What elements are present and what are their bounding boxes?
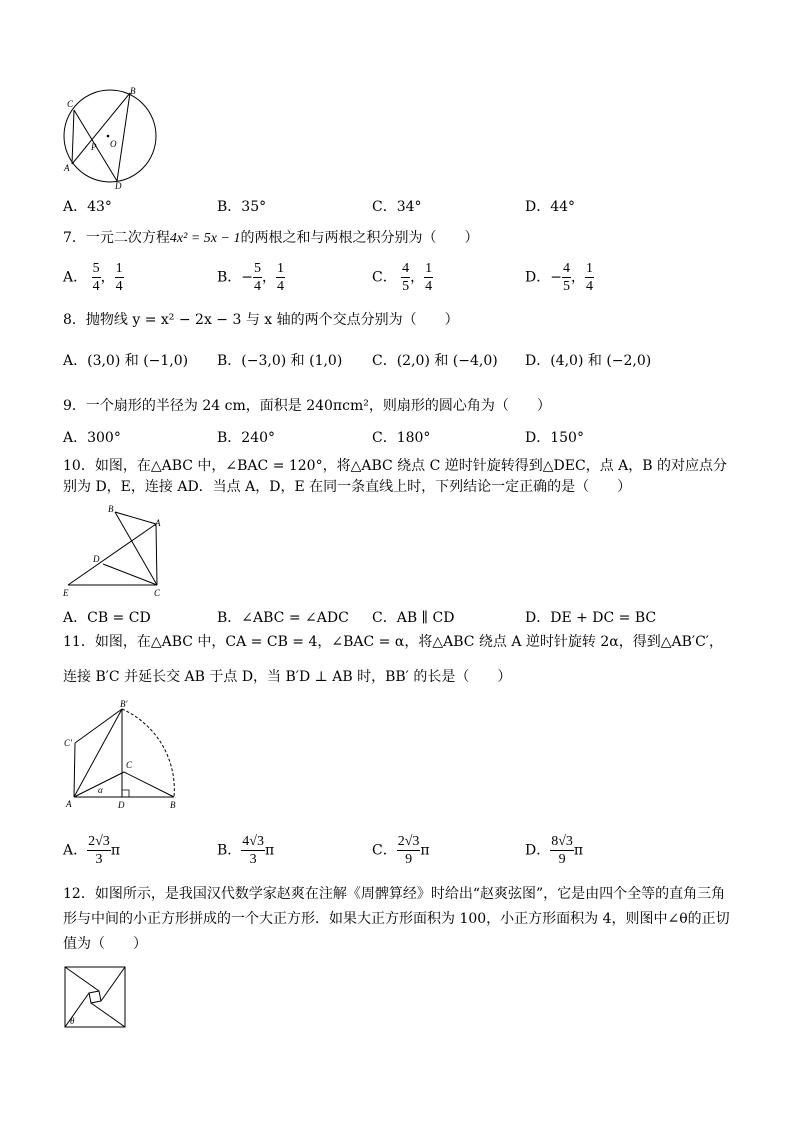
q10-stem-line1: 10．如图，在△ABC 中，∠BAC = 120°，将△ABC 绕点 C 逆时针旋转得到△DEC，点 A，B 的对应点分 [63,458,728,474]
q10-label-e: E [63,588,69,598]
q6-label-p: P [91,142,97,152]
q10-stem-line2: 别为 D，E，连接 AD．当点 A，D，E 在同一条直线上时，下列结论一定正确的是（ ） [63,479,632,495]
q6-option-a[interactable]: A．43° [63,199,112,215]
q10-option-d[interactable]: D．DE + DC = BC [525,610,657,626]
q8-option-b[interactable]: B．(−3,0) 和 (1,0) [217,353,343,369]
q10-option-c[interactable]: C．AB ∥ CD [372,610,455,626]
q6-label-b: B [130,86,136,96]
q10-label-b: B [108,504,114,514]
q8-option-c[interactable]: C．(2,0) 和 (−4,0) [372,353,498,369]
q9-option-b[interactable]: B．240° [217,430,276,446]
q7-option-b[interactable]: B．− $\frac{5}{4}$ ， $\frac{1}{4}$ [217,261,285,294]
q6-option-c[interactable]: C．34° [372,199,422,215]
q6-label-d: D [115,181,122,190]
q6-label-a: A [64,163,70,173]
q10-label-c: C [154,588,161,598]
q11-label-c-prime: C′ [64,738,72,748]
q7-option-d[interactable]: D．− $\frac{4}{5}$ ， $\frac{1}{4}$ [525,261,593,294]
q8-option-a[interactable]: A．(3,0) 和 (−1,0) [63,353,189,369]
q10-option-a[interactable]: A．CB = CD [63,610,151,626]
q10-label-d: D [93,554,100,564]
q9-option-a[interactable]: A．300° [63,430,121,446]
q11-stem-line2: 连接 B′C 并延长交 AB 于点 D，当 B′D ⊥ AB 时，BB′ 的长是（ ） [63,669,512,685]
q12-stem-line3: 值为（ ） [63,936,147,952]
q11-option-d[interactable]: D． $\frac{8√3}{9}$ π [525,834,584,867]
q11-rotation-figure [62,700,187,812]
q10-triangle-figure [60,500,170,600]
q6-label-c: C [67,99,74,109]
q11-label-d: D [118,800,125,810]
q6-option-d[interactable]: D．44° [525,199,576,215]
q11-option-a[interactable]: A． $\frac{2√3}{3}$ π [63,834,121,867]
q8-option-d[interactable]: D．(4,0) 和 (−2,0) [525,353,652,369]
q11-stem-line1: 11．如图，在△ABC 中，CA = CB = 4，∠BAC = α，将△ABC 绕点 A 逆时针旋转 2α，得到△AB′C′， [63,634,723,650]
q12-stem-line2: 形与中间的小正方形拼成的一个大正方形．如果大正方形面积为 100，小正方形面积为 4，则图中∠θ的正切 [63,911,730,927]
q10-option-b[interactable]: B．∠ABC = ∠ADC [217,610,349,626]
q9-option-c[interactable]: C．180° [372,430,431,446]
q11-label-b: B [170,800,176,810]
q11-label-b-prime: B′ [120,700,128,709]
q9-option-d[interactable]: D．150° [525,430,584,446]
q11-label-a: A [66,799,72,809]
q11-label-alpha: α [98,785,103,795]
q9-stem: 9．一个扇形的半径为 24 cm，面积是 240πcm²，则扇形的圆心角为（ ） [63,398,551,414]
q12-label-theta: θ [70,1016,75,1026]
q11-option-b[interactable]: B． $\frac{4√3}{3}$ π [217,834,275,867]
q10-label-a: A [155,518,161,528]
q7-option-a[interactable]: A． $\frac{5}{4}$ ， $\frac{1}{4}$ [63,261,123,294]
q7-stem: 7．一元二次方程4x² = 5x − 1的两根之和与两根之积分别为（ ） [63,230,479,246]
q7-option-c[interactable]: C． $\frac{4}{5}$ ， $\frac{1}{4}$ [372,261,433,294]
q11-label-c: C [126,760,133,770]
q8-stem: 8．抛物线 y = x² − 2x − 3 与 x 轴的两个交点分别为（ ） [63,312,459,328]
q11-option-c[interactable]: C． $\frac{2√3}{9}$ π [372,834,430,867]
q6-label-o: O [110,139,117,149]
q12-stem-line1: 12．如图所示，是我国汉代数学家赵爽在注解《周髀算经》时给出“赵爽弦图”，它是由四个全等的直角三角 [63,886,726,902]
q6-circle-figure [60,84,160,190]
q12-zhao-shuang-figure [62,964,128,1030]
q6-option-b[interactable]: B．35° [217,199,267,215]
